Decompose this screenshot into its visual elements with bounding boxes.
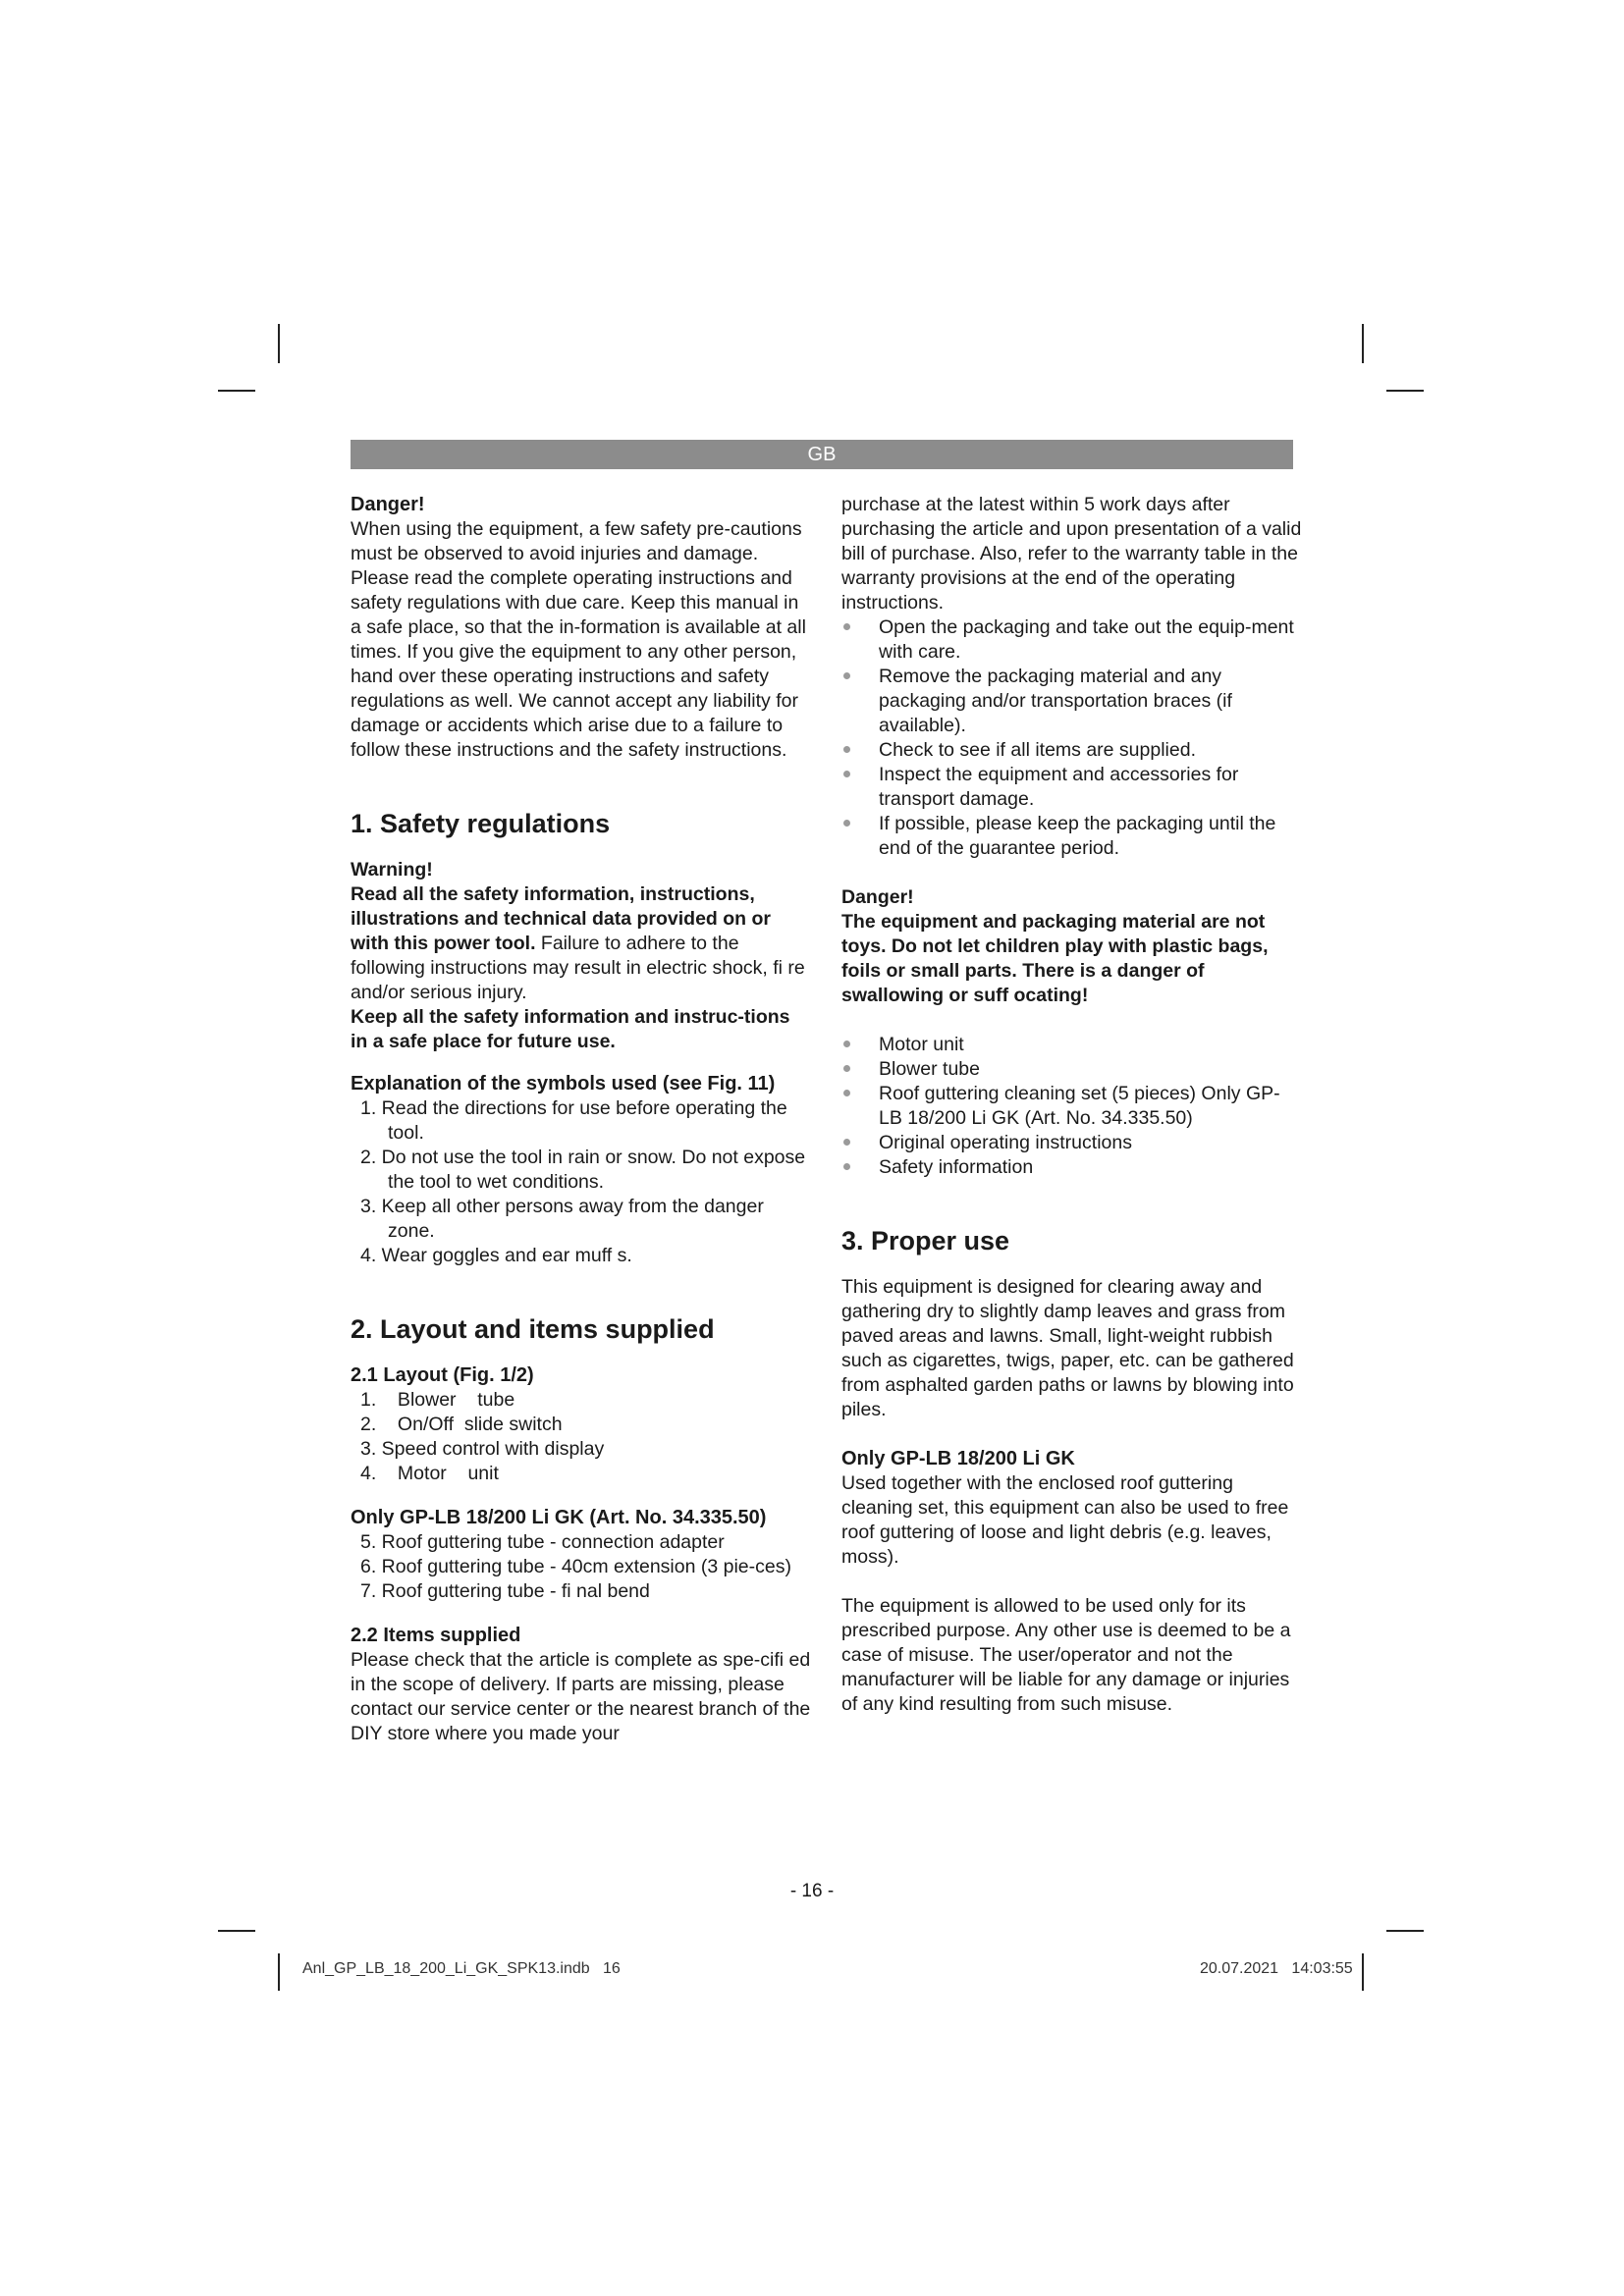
language-code: GB xyxy=(807,443,837,465)
layout-item: 2. On/Off slide switch xyxy=(360,1414,563,1435)
gk-parts-list xyxy=(351,1530,812,1604)
warning-heading: Warning! xyxy=(351,859,433,881)
page-number: - 16 - xyxy=(789,1881,835,1901)
warning-text: Failure to adhere to the following instructions may result in electric shock, fi re and/or serious injury. xyxy=(351,933,805,1003)
crop-mark xyxy=(218,390,255,392)
gk-parts-heading: Only GP-LB 18/200 Li GK (Art. No. 34.335.50) xyxy=(351,1507,767,1528)
crop-mark xyxy=(1362,1953,1364,1991)
right-column xyxy=(841,493,1303,1717)
items-supplied-text: Please check that the article is complete as spe-cifi ed in the scope of delivery. If parts are missing, please contact our service center or the nearest branch of the DIY store where you made your xyxy=(351,1649,811,1744)
scope-of-delivery-list xyxy=(841,1033,1303,1180)
warning-bold-text: Read all the safety information, instructions, illustrations and technical data provided on or with this power tool. xyxy=(351,883,771,954)
gk-part-item: 5. Roof guttering tube - connection adapter xyxy=(360,1531,725,1553)
danger-heading: Danger! xyxy=(351,494,425,515)
crop-mark xyxy=(1386,1930,1424,1932)
crop-mark xyxy=(278,324,280,363)
delivery-item: Safety information xyxy=(841,1155,1303,1180)
gk-text: Used together with the enclosed roof guttering cleaning set, this equipment can also be used to free roof guttering of loose and light debris (e.g. leaves, moss). xyxy=(841,1472,1289,1568)
symbol-item: 3. Keep all other persons away from the danger zone. xyxy=(360,1196,764,1242)
section-2-title: 2. Layout and items supplied xyxy=(351,1314,715,1344)
print-date: 20.07.2021 xyxy=(1200,1960,1279,1977)
symbol-item: 1. Read the directions for use before operating the tool. xyxy=(360,1097,787,1144)
layout-item: 1. Blower tube xyxy=(360,1389,515,1411)
layout-item: 3. Speed control with display xyxy=(360,1438,605,1460)
delivery-item: Motor unit xyxy=(841,1033,1303,1057)
unpacking-item: Remove the packaging material and any packaging and/or transportation braces (if available). xyxy=(841,665,1303,738)
warning-paragraph xyxy=(351,882,812,1005)
unpacking-item: Open the packaging and take out the equip-ment with care. xyxy=(841,615,1303,665)
layout-list xyxy=(351,1388,812,1486)
unpacking-list xyxy=(841,615,1303,861)
crop-mark xyxy=(1386,390,1424,392)
crop-mark xyxy=(278,1953,280,1991)
unpacking-item: Check to see if all items are supplied. xyxy=(841,738,1303,763)
packaging-warning: The equipment and packaging material are not toys. Do not let children play with plastic bags, foils or small parts. There is a danger of swallowing or suff ocating! xyxy=(841,911,1269,1006)
symbol-item: 4. Wear goggles and ear muff s. xyxy=(360,1245,632,1266)
file-slug: Anl_GP_LB_18_200_Li_GK_SPK13.indb 16 xyxy=(302,1960,621,1977)
crop-mark xyxy=(218,1930,255,1932)
danger-heading-2: Danger! xyxy=(841,886,914,908)
keep-safe-text: Keep all the safety information and instruc-tions in a safe place for future use. xyxy=(351,1006,790,1052)
section-1-title: 1. Safety regulations xyxy=(351,809,611,838)
danger-text: When using the equipment, a few safety pre-cautions must be observed to avoid injuries and damage. Please read the complete operating instructions and safety regulations with due care. Keep this manual in a safe place, so that the in-formation is available at all times. If you give the equipment to any other person, hand over these operating instructions and safety regulations as well. We cannot accept any liability for damage or accidents which arise due to a failure to follow these instructions and the safety instructions. xyxy=(351,518,806,761)
gk-heading: Only GP-LB 18/200 Li GK xyxy=(841,1448,1075,1469)
layout-item: 4. Motor unit xyxy=(360,1463,499,1484)
crop-mark xyxy=(1362,324,1364,363)
print-time: 14:03:55 xyxy=(1291,1960,1353,1977)
items-supplied-heading: 2.2 Items supplied xyxy=(351,1625,521,1646)
symbols-list xyxy=(351,1096,812,1268)
misuse-text: The equipment is allowed to be used only for its prescribed purpose. Any other use is deemed to be a case of misuse. The user/operator and not the manufacturer will be liable for any damage or injuries of any kind resulting from such misuse. xyxy=(841,1595,1291,1715)
section-3-title: 3. Proper use xyxy=(841,1226,1010,1255)
unpacking-item: Inspect the equipment and accessories for transport damage. xyxy=(841,763,1303,812)
continued-text: purchase at the latest within 5 work days after purchasing the article and upon presentation of a valid bill of purchase. Also, refer to the warranty table in the warranty provisions at the end of the operating instructions. xyxy=(841,494,1302,614)
symbol-item: 2. Do not use the tool in rain or snow. Do not expose the tool to wet conditions. xyxy=(360,1147,806,1193)
left-column xyxy=(351,493,812,1746)
delivery-item: Original operating instructions xyxy=(841,1131,1303,1155)
unpacking-item: If possible, please keep the packaging until the end of the guarantee period. xyxy=(841,812,1303,861)
gk-part-item: 7. Roof guttering tube - fi nal bend xyxy=(360,1580,650,1602)
proper-use-text: This equipment is designed for clearing away and gathering dry to slightly damp leaves and grass from paved areas and lawns. Small, light-weight rubbish such as cigarettes, twigs, paper, etc. can be gathered from asphalted garden paths or lawns by blowing into piles. xyxy=(841,1276,1294,1420)
language-header-bar xyxy=(351,440,1293,469)
print-timestamp xyxy=(1200,1960,1353,1978)
gk-part-item: 6. Roof guttering tube - 40cm extension (3 pie-ces) xyxy=(360,1556,791,1577)
delivery-item: Blower tube xyxy=(841,1057,1303,1082)
layout-heading: 2.1 Layout (Fig. 1/2) xyxy=(351,1364,534,1386)
delivery-item: Roof guttering cleaning set (5 pieces) Only GP-LB 18/200 Li GK (Art. No. 34.335.50) xyxy=(841,1082,1303,1131)
symbols-heading: Explanation of the symbols used (see Fig. 11) xyxy=(351,1073,776,1095)
